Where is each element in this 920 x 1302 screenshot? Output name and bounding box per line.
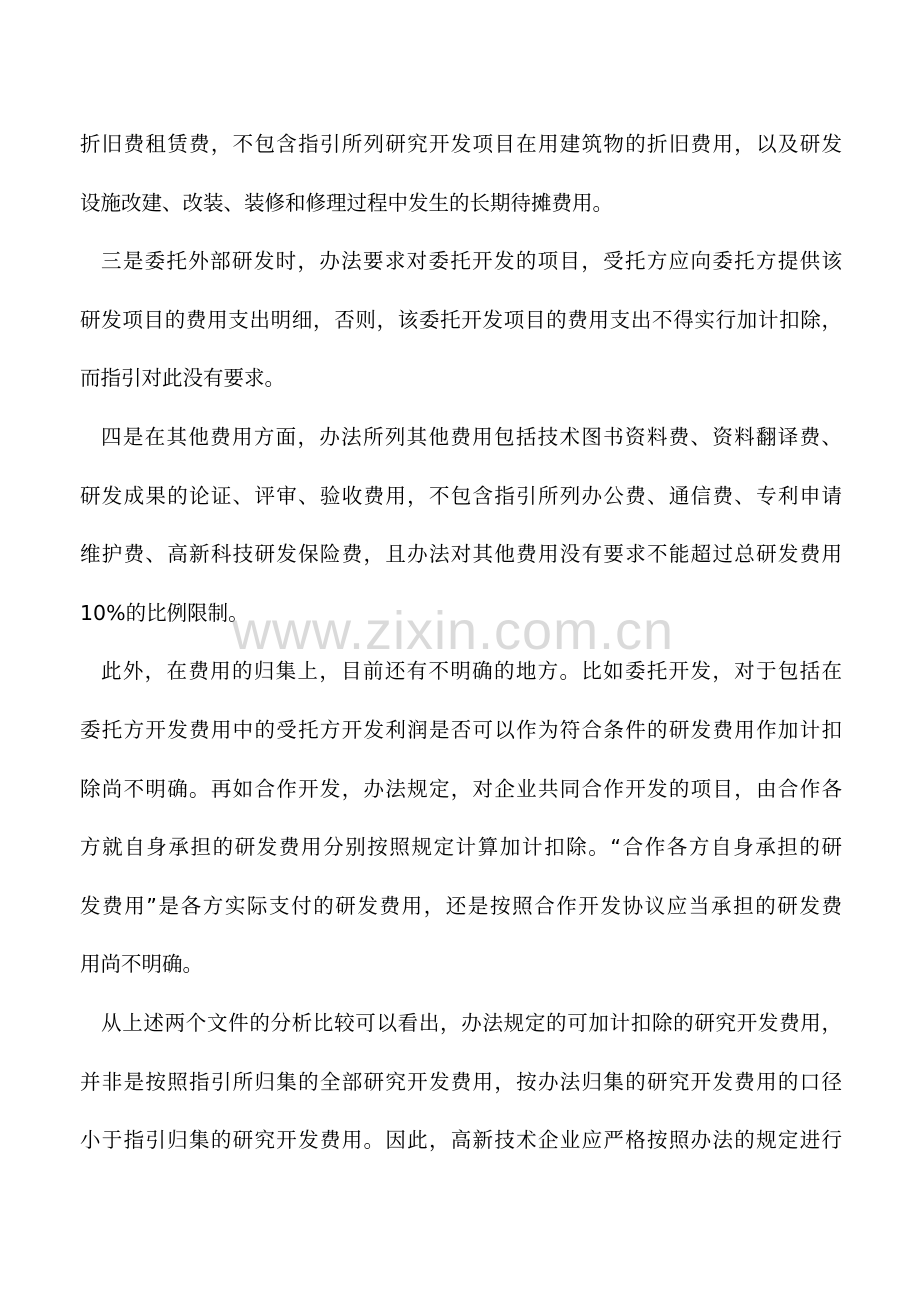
text-line: 设施改建、改装、装修和修理过程中发生的长期待摊费用。 — [80, 190, 613, 215]
watermark: www.zixin.com.cn — [232, 601, 675, 661]
text-line: 而指引对此没有要求。 — [80, 366, 285, 391]
paragraph-3 — [80, 408, 842, 642]
text-line: 研发成果的论证、评审、验收费用，不包含指引所列办公费、通信费、专利申请 — [80, 483, 842, 508]
paragraph-4 — [80, 642, 842, 994]
text-line: 委托方开发费用中的受托方开发利润是否可以作为符合条件的研发费用作加计扣 — [80, 717, 842, 742]
text-line: 10%的比例限制。 — [80, 600, 249, 625]
text-line: 小于指引归集的研究开发费用。因此，高新技术企业应严格按照办法的规定进行 — [80, 1128, 842, 1153]
text-line: 四是在其他费用方面，办法所列其他费用包括技术图书资料费、资料翻译费、 — [101, 424, 842, 449]
paragraph-2 — [80, 232, 842, 408]
text-line: 用尚不明确。 — [80, 952, 203, 977]
text-line: 研发项目的费用支出明细，否则，该委托开发项目的费用支出不得实行加计扣除， — [80, 307, 842, 332]
text-line: 并非是按照指引所归集的全部研究开发费用，按办法归集的研究开发费用的口径 — [80, 1069, 842, 1094]
text-line: 折旧费租赁费，不包含指引所列研究开发项目在用建筑物的折旧费用，以及研发 — [80, 132, 842, 156]
text-line: 维护费、高新科技研发保险费，且办法对其他费用没有要求不能超过总研发费用 — [80, 542, 842, 567]
text-line: 除尚不明确。再如合作开发，办法规定，对企业共同合作开发的项目，由合作各 — [80, 776, 842, 801]
paragraph-5 — [80, 994, 842, 1170]
text-line: 从上述两个文件的分析比较可以看出，办法规定的可加计扣除的研究开发费用， — [101, 1010, 842, 1035]
document-body — [80, 115, 842, 1170]
text-line: 三是委托外部研发时，办法要求对委托开发的项目，受托方应向委托方提供该 — [101, 249, 842, 274]
text-line: 方就自身承担的研发费用分别按照规定计算加计扣除。“合作各方自身承担的研 — [80, 835, 842, 860]
text-line: 此外，在费用的归集上，目前还有不明确的地方。比如委托开发，对于包括在 — [101, 659, 842, 684]
paragraph-1 — [80, 115, 842, 232]
text-line: 发费用”是各方实际支付的研发费用，还是按照合作开发协议应当承担的研发费 — [80, 893, 842, 918]
